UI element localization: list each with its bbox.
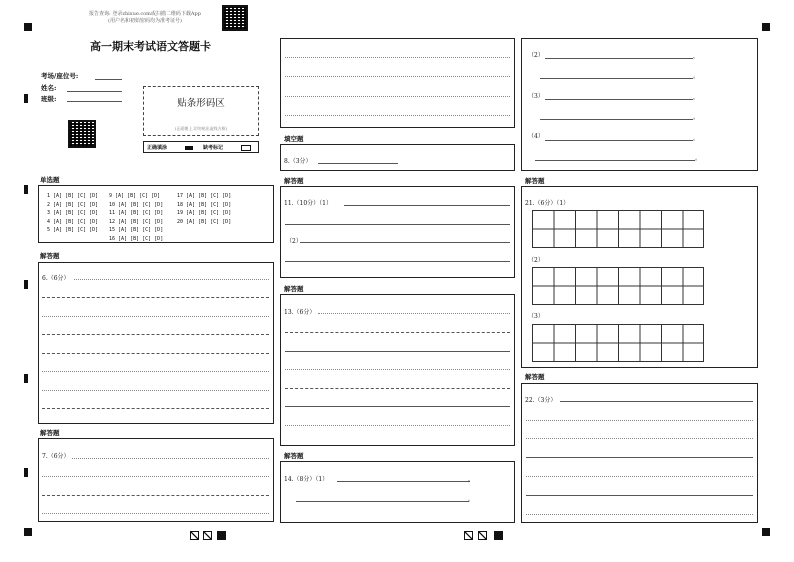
answer-line[interactable] (42, 390, 269, 391)
part-3-period: 。 (693, 114, 700, 121)
answer-line[interactable] (285, 406, 510, 407)
question-14-label: 14.（8分）（1） (284, 476, 329, 483)
part-4-comma: ， (693, 135, 700, 142)
answer-box-q13[interactable] (280, 294, 515, 446)
answer-line[interactable] (285, 369, 510, 370)
answer-line[interactable] (285, 332, 510, 333)
answer-line[interactable] (296, 501, 469, 502)
fill-section-label: 填空题 (284, 135, 304, 143)
answer-line[interactable] (540, 78, 693, 79)
choice-row[interactable]: 3 [A] [B] [C] [D] (47, 210, 99, 216)
answer-box-q11[interactable] (280, 186, 515, 278)
qr-code (222, 5, 248, 31)
question-21-label: 21.（6分）（1） (525, 200, 570, 207)
question-21-part3-label: （3） (528, 313, 544, 320)
barcode-title: 贴条形码区 (177, 98, 225, 109)
question-14-period: 。 (468, 496, 475, 503)
page-mark (190, 531, 199, 540)
name-field[interactable] (67, 91, 122, 92)
corner-mark-br (762, 528, 770, 536)
answer-line[interactable] (535, 160, 695, 161)
barcode-hint: (正面朝上,切勿贴出虚线方框) (174, 126, 228, 131)
question-14-comma: ， (468, 476, 475, 483)
corner-mark-bl (24, 528, 32, 536)
choice-row[interactable]: 4 [A] [B] [C] [D] (47, 218, 99, 225)
essay-section-label: 解答题 (525, 373, 545, 381)
choice-row[interactable]: 2 [A] [B] [C] [D] (47, 201, 99, 208)
question-6-label: 6.（6分） (42, 275, 70, 282)
single-choice-box (38, 185, 274, 243)
answer-line[interactable] (526, 420, 753, 421)
choice-column-2 (109, 192, 163, 243)
page-mark (217, 531, 226, 540)
page-title: 高一期末考试语文答题卡 (90, 40, 211, 53)
notice-line-2: (用户名和初始密码均为准考证号) (108, 18, 182, 24)
writing-grid-2[interactable] (532, 267, 704, 305)
choice-row[interactable]: 11 [A] [B] [C] [D] (109, 210, 164, 216)
question-8-label: 8.（3分） (284, 158, 312, 165)
answer-box-q6[interactable] (38, 262, 274, 424)
answer-line[interactable] (285, 76, 510, 77)
timing-mark (24, 280, 28, 289)
answer-box-q7[interactable] (38, 438, 274, 522)
page-mark (478, 531, 487, 540)
essay-section-label: 解答题 (284, 285, 304, 293)
question-7-label: 7.（6分） (42, 453, 70, 460)
essay-section-label: 解答题 (40, 429, 60, 437)
answer-line[interactable] (526, 438, 753, 439)
corner-mark-tr (762, 23, 770, 31)
choice-row[interactable]: 9 [A] [B] [C] [D] (109, 193, 161, 199)
answer-line[interactable] (545, 58, 693, 59)
essay-section-label: 解答题 (284, 177, 304, 185)
class-label: 班级: (41, 95, 57, 103)
class-field[interactable] (67, 101, 122, 102)
answer-line[interactable] (42, 513, 269, 514)
answer-line[interactable] (560, 401, 753, 402)
answer-line[interactable] (526, 514, 753, 515)
correct-fill-label: 正确填涂 (147, 145, 168, 151)
correct-fill-sample (185, 146, 193, 150)
choice-row[interactable]: 17 [A] [B] [C] [D] (177, 193, 232, 199)
absent-label: 缺考标记 (203, 145, 224, 151)
qr-code-small (68, 120, 96, 148)
choice-row[interactable]: 19 [A] [B] [C] [D] (177, 210, 232, 216)
answer-line[interactable] (285, 261, 510, 262)
choice-row[interactable]: 5 [A] [B] [C] [D] (47, 227, 99, 233)
answer-line[interactable] (540, 119, 693, 120)
answer-line[interactable] (42, 353, 269, 354)
question-11-label: 11.（10分）（1） (284, 200, 332, 207)
answer-line[interactable] (42, 334, 269, 335)
report-notice (70, 11, 220, 25)
answer-box-q14[interactable] (280, 461, 515, 523)
answer-line[interactable] (42, 371, 269, 372)
answer-line[interactable] (285, 425, 510, 426)
choice-row[interactable]: 18 [A] [B] [C] [D] (177, 201, 232, 208)
choice-column-3 (177, 192, 231, 226)
answer-line[interactable] (526, 495, 753, 496)
answer-line[interactable] (72, 458, 269, 459)
answer-line[interactable] (545, 140, 693, 141)
part-2-label: （2） (528, 52, 544, 59)
part-2-period: 。 (693, 73, 700, 80)
choice-row[interactable]: 1 [A] [B] [C] [D] (47, 193, 99, 199)
part-3-comma: ， (693, 94, 700, 101)
answer-line[interactable] (285, 115, 510, 116)
part-4-period: 。 (695, 155, 702, 162)
answer-line[interactable] (42, 297, 269, 298)
name-label: 姓名: (41, 84, 57, 92)
exam-room-field[interactable] (95, 79, 122, 80)
answer-line[interactable] (545, 99, 693, 100)
notice-line-1: 报告查询: 登录zhixue.com或扫描二维码下载App (89, 11, 201, 17)
part-2-comma: ， (693, 53, 700, 60)
essay-section-label: 解答题 (525, 177, 545, 185)
answer-box-q22[interactable] (521, 383, 758, 523)
answer-line[interactable] (285, 96, 510, 97)
barcode-area (143, 86, 259, 136)
part-4-label: （4） (528, 133, 544, 140)
fill-legend (143, 141, 259, 153)
timing-mark (24, 94, 28, 103)
answer-line[interactable] (74, 279, 269, 280)
timing-mark (24, 185, 28, 194)
choice-row[interactable]: 15 [A] [B] [C] [D] (109, 227, 164, 233)
page-mark (494, 531, 503, 540)
answer-line[interactable] (526, 476, 753, 477)
corner-mark-tl (24, 23, 32, 31)
choice-row[interactable]: 12 [A] [B] [C] [D] (109, 218, 164, 225)
writing-grid-1[interactable] (532, 210, 704, 248)
choice-column-1 (47, 192, 98, 235)
answer-line[interactable] (318, 163, 398, 164)
choice-row[interactable]: 20 [A] [B] [C] [D] (177, 218, 232, 225)
answer-line[interactable] (42, 476, 269, 477)
part-3-label: （3） (528, 93, 544, 100)
answer-line[interactable] (285, 57, 510, 58)
choice-row[interactable]: 16 [A] [B] [C] [D] (109, 235, 164, 242)
answer-line[interactable] (285, 388, 510, 389)
absent-checkbox[interactable] (241, 145, 251, 151)
answer-line[interactable] (285, 224, 510, 225)
answer-line[interactable] (526, 457, 753, 458)
choice-row[interactable]: 10 [A] [B] [C] [D] (109, 201, 164, 208)
exam-room-label: 考场/座位号: (41, 72, 79, 80)
timing-mark (24, 468, 28, 477)
question-13-label: 13.（6分） (284, 309, 316, 316)
answer-line[interactable] (337, 481, 470, 482)
writing-grid-3[interactable] (532, 324, 704, 362)
question-21-part2-label: （2） (528, 257, 544, 264)
answer-line[interactable] (42, 495, 269, 496)
answer-line[interactable] (285, 351, 510, 352)
essay-section-label: 解答题 (284, 452, 304, 460)
answer-line[interactable] (42, 316, 269, 317)
answer-line[interactable] (300, 242, 510, 243)
answer-line[interactable] (42, 408, 269, 409)
page-mark (464, 531, 473, 540)
answer-line[interactable] (344, 205, 510, 206)
timing-mark (24, 374, 28, 383)
page-mark (203, 531, 212, 540)
answer-box-q8 (280, 144, 515, 171)
essay-section-label: 解答题 (40, 252, 60, 260)
question-22-label: 22.（3分） (525, 397, 557, 404)
single-choice-label: 单选题 (40, 176, 60, 184)
answer-line[interactable] (318, 313, 510, 314)
question-11-part2-label: （2） (286, 238, 302, 245)
